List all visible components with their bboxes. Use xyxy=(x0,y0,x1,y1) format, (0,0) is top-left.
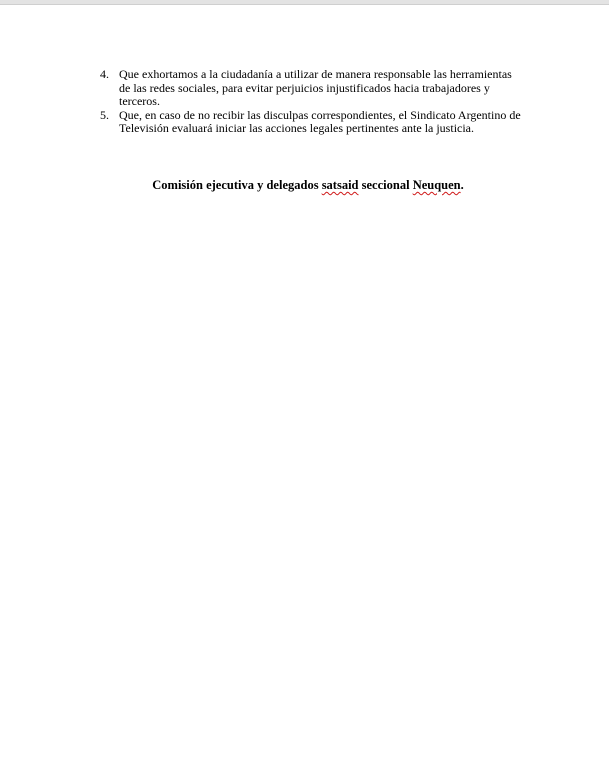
list-item-5 xyxy=(96,109,536,136)
signature-text: Comisión ejecutiva y delegados xyxy=(152,178,322,192)
list-item-line: Televisión evaluará iniciar las acciones legales pertinentes ante la justicia. xyxy=(119,121,475,135)
signature-text: seccional xyxy=(358,178,413,192)
list-item-4 xyxy=(96,68,536,109)
list-number: 5. xyxy=(100,107,109,122)
list-item-line: Que exhortamos a la ciudadanía a utilizar de manera responsable las herramientas xyxy=(119,67,512,81)
list-item-line: terceros. xyxy=(119,94,160,108)
list-item-line: de las redes sociales, para evitar perjuicios injustificados hacia trabajadores y xyxy=(119,80,490,95)
signature-period: . xyxy=(460,178,464,192)
document-page xyxy=(0,5,609,780)
list-item-line: Que, en caso de no recibir las disculpas correspondientes, el Sindicato Argentino de xyxy=(119,107,521,122)
list-number: 4. xyxy=(100,67,109,81)
numbered-list xyxy=(96,68,536,136)
misspelled-word[interactable]: satsaid xyxy=(321,178,359,192)
misspelled-word[interactable]: Neuquen xyxy=(412,178,461,192)
signature-line xyxy=(0,178,609,193)
